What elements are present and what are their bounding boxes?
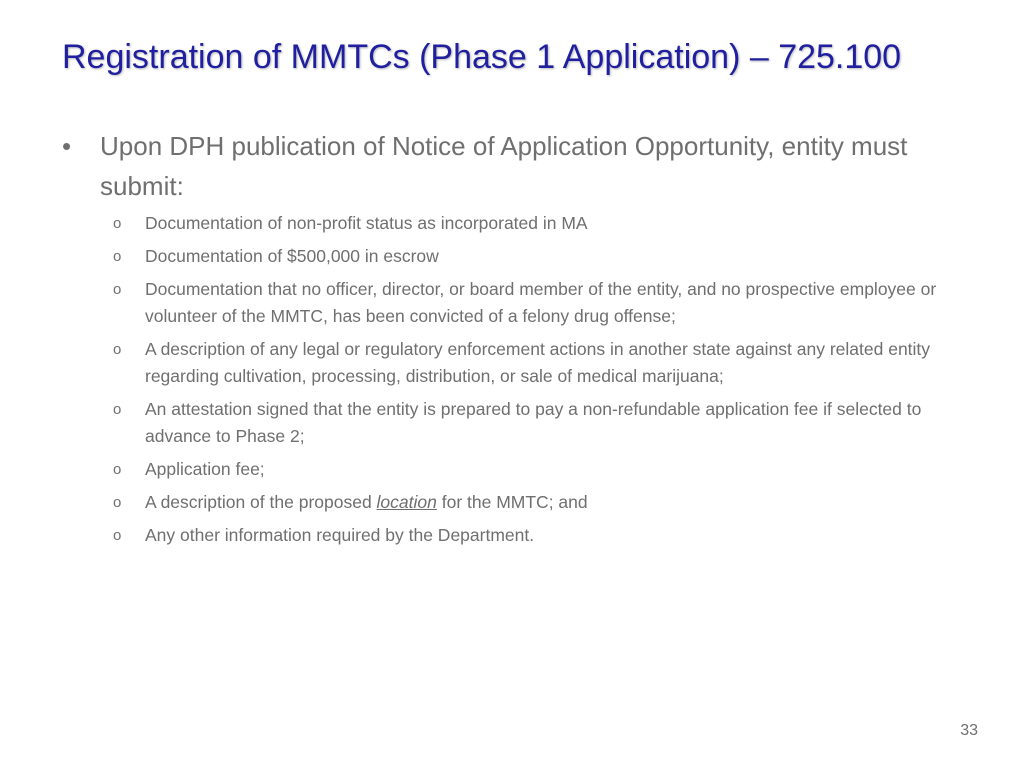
sub-bullet-text: Documentation that no officer, director, or board member of the entity, and no prospective employee or volunteer of the MMTC, has been convicted of a felony drug offense; xyxy=(145,279,937,326)
sub-bullet-item xyxy=(62,210,972,237)
sub-bullet-item-location xyxy=(62,489,972,516)
sub-bullet-item xyxy=(62,456,972,483)
sub-bullet-text: Any other information required by the Department. xyxy=(145,525,535,545)
sub-bullet-marker: o xyxy=(113,281,122,298)
location-text-after: for the MMTC; and xyxy=(436,492,588,512)
bullet-marker: • xyxy=(62,131,72,161)
sub-bullet-text: Application fee; xyxy=(145,459,265,479)
sub-bullet-marker: o xyxy=(113,494,122,511)
page-number: 33 xyxy=(960,722,978,739)
sub-bullet-list xyxy=(62,210,972,549)
sub-bullet-marker: o xyxy=(113,401,122,418)
location-text-before: A description of the proposed xyxy=(145,492,377,512)
slide-content xyxy=(62,126,972,555)
main-bullet xyxy=(62,126,972,206)
sub-bullet-marker: o xyxy=(113,527,122,544)
slide-title: Registration of MMTCs (Phase 1 Application) – 725.100 xyxy=(62,38,902,76)
main-bullet-text: Upon DPH publication of Notice of Application Opportunity, entity must submit: xyxy=(100,131,908,201)
sub-bullet-marker: o xyxy=(113,215,122,232)
location-emphasis: location xyxy=(376,492,437,512)
sub-bullet-item xyxy=(62,522,972,549)
sub-bullet-text: An attestation signed that the entity is prepared to pay a non-refundable application fee if selected to advance to Phase 2; xyxy=(145,399,922,446)
sub-bullet-marker: o xyxy=(113,461,122,478)
sub-bullet-item xyxy=(62,396,972,450)
sub-bullet-marker: o xyxy=(113,248,122,265)
sub-bullet-text: Documentation of $500,000 in escrow xyxy=(145,246,439,266)
sub-bullet-marker: o xyxy=(113,341,122,358)
sub-bullet-text: A description of any legal or regulatory enforcement actions in another state against any related entity regarding cultivation, processing, distribution, or sale of medical marijuana; xyxy=(145,339,931,386)
sub-bullet-item xyxy=(62,336,972,390)
sub-bullet-text: Documentation of non-profit status as incorporated in MA xyxy=(145,213,588,233)
sub-bullet-item xyxy=(62,276,972,330)
sub-bullet-item xyxy=(62,243,972,270)
